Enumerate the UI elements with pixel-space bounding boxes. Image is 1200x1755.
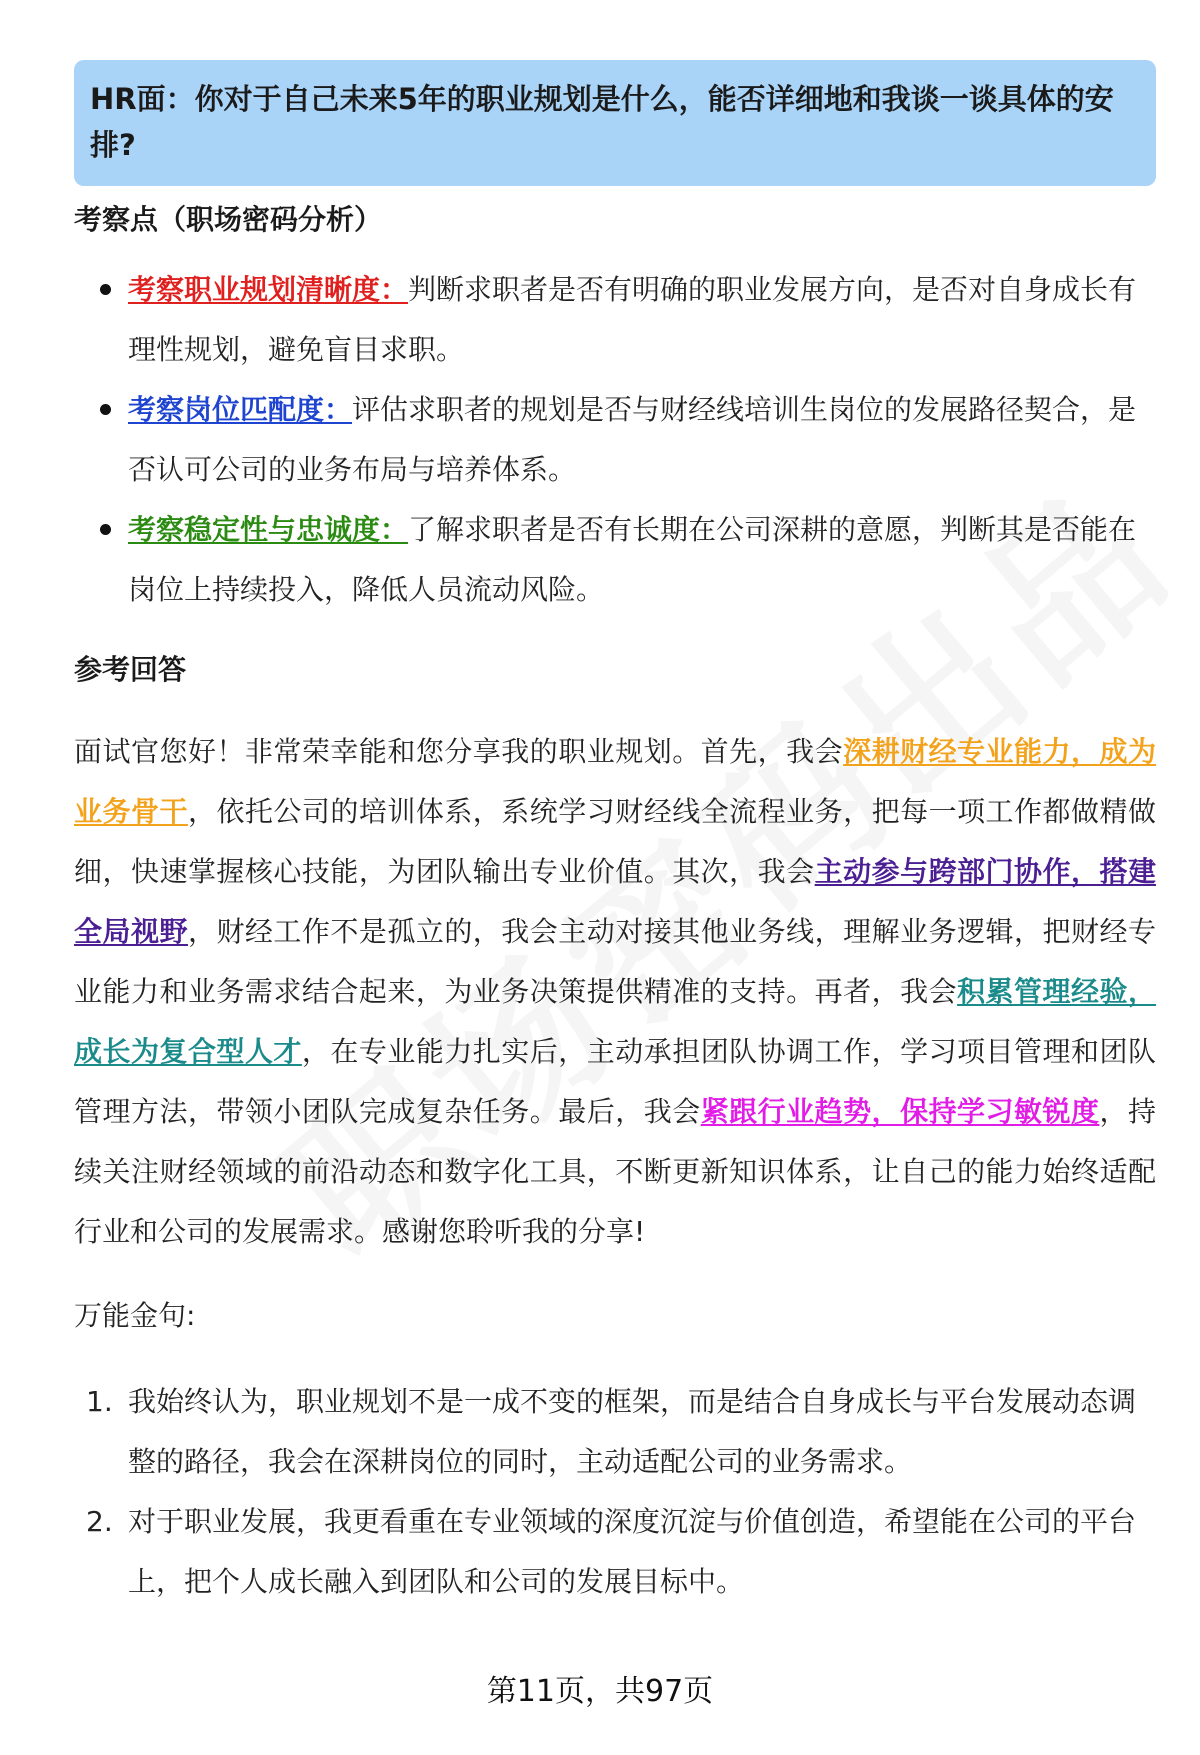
point-keyword: 考察职业规划清晰度： [128,273,409,306]
golden-sentences-list [74,1372,1156,1612]
golden-sentence-text: 对于职业发展，我更看重在专业领域的深度沉淀与价值创造，希望能在公司的平台上，把个人成长融入到团队和公司的发展目标中。 [128,1505,1137,1598]
list-number: 2. [86,1505,113,1538]
bullet-icon [100,524,111,535]
assessment-point [74,380,1156,500]
golden-sentences-title: 万能金句: [74,1299,196,1332]
answer-keyword: 深耕财经专业能力，成为业务骨干 [74,735,1156,828]
points-title: 考察点（职场密码分析） [74,203,383,236]
answer-text: 面试官您好！非常荣幸能和您分享我的职业规划。首先，我会 [74,735,844,768]
list-number: 1. [86,1385,113,1418]
assessment-points-list [74,260,1156,620]
answer-text: ，在专业能力扎实后，主动承担团队协调工作，学习项目管理和团队管理方法，带领小团队完成复杂任务。最后，我会 [74,1035,1156,1128]
answer-keyword: 紧跟行业趋势，保持学习敏锐度 [700,1095,1100,1128]
reference-answer [74,722,1156,1262]
question-box [74,60,1156,186]
answer-title: 参考回答 [74,653,187,686]
bullet-icon [100,284,111,295]
assessment-point [74,260,1156,380]
point-text: 了解求职者是否有长期在公司深耕的意愿，判断其是否能在岗位上持续投入，降低人员流动风险。 [128,513,1137,606]
point-keyword: 考察稳定性与忠诚度： [128,513,409,546]
answer-text: ，财经工作不是孤立的，我会主动对接其他业务线，理解业务逻辑，把财经专业能力和业务需求结合起来，为业务决策提供精准的支持。再者，我会 [74,915,1156,1008]
page-number: 第11页，共97页 [486,1674,714,1709]
answer-keyword: 主动参与跨部门协作，搭建全局视野 [74,855,1156,948]
point-text: 判断求职者是否有明确的职业发展方向，是否对自身成长有理性规划，避免盲目求职。 [128,273,1137,366]
golden-sentence-text: 我始终认为，职业规划不是一成不变的框架，而是结合自身成长与平台发展动态调整的路径，我会在深耕岗位的同时，主动适配公司的业务需求。 [128,1385,1137,1478]
question-text: HR面：你对于自己未来5年的职业规划是什么，能否详细地和我谈一谈具体的安排? [90,82,1114,162]
assessment-point [74,500,1156,620]
point-keyword: 考察岗位匹配度： [128,393,353,426]
point-text: 评估求职者的规划是否与财经线培训生岗位的发展路径契合，是否认可公司的业务布局与培养体系。 [128,393,1137,486]
bullet-icon [100,404,111,415]
document-page [74,60,1156,1612]
answer-text: ，依托公司的培训体系，系统学习财经线全流程业务，把每一项工作都做精做细，快速掌握核心技能，为团队输出专业价值。其次，我会 [74,795,1156,888]
golden-sentence [74,1372,1156,1492]
golden-sentence [74,1492,1156,1612]
answer-keyword: 积累管理经验，成长为复合型人才 [74,975,1156,1068]
answer-text: ，持续关注财经领域的前沿动态和数字化工具，不断更新知识体系，让自己的能力始终适配行业和公司的发展需求。感谢您聆听我的分享! [74,1095,1156,1248]
